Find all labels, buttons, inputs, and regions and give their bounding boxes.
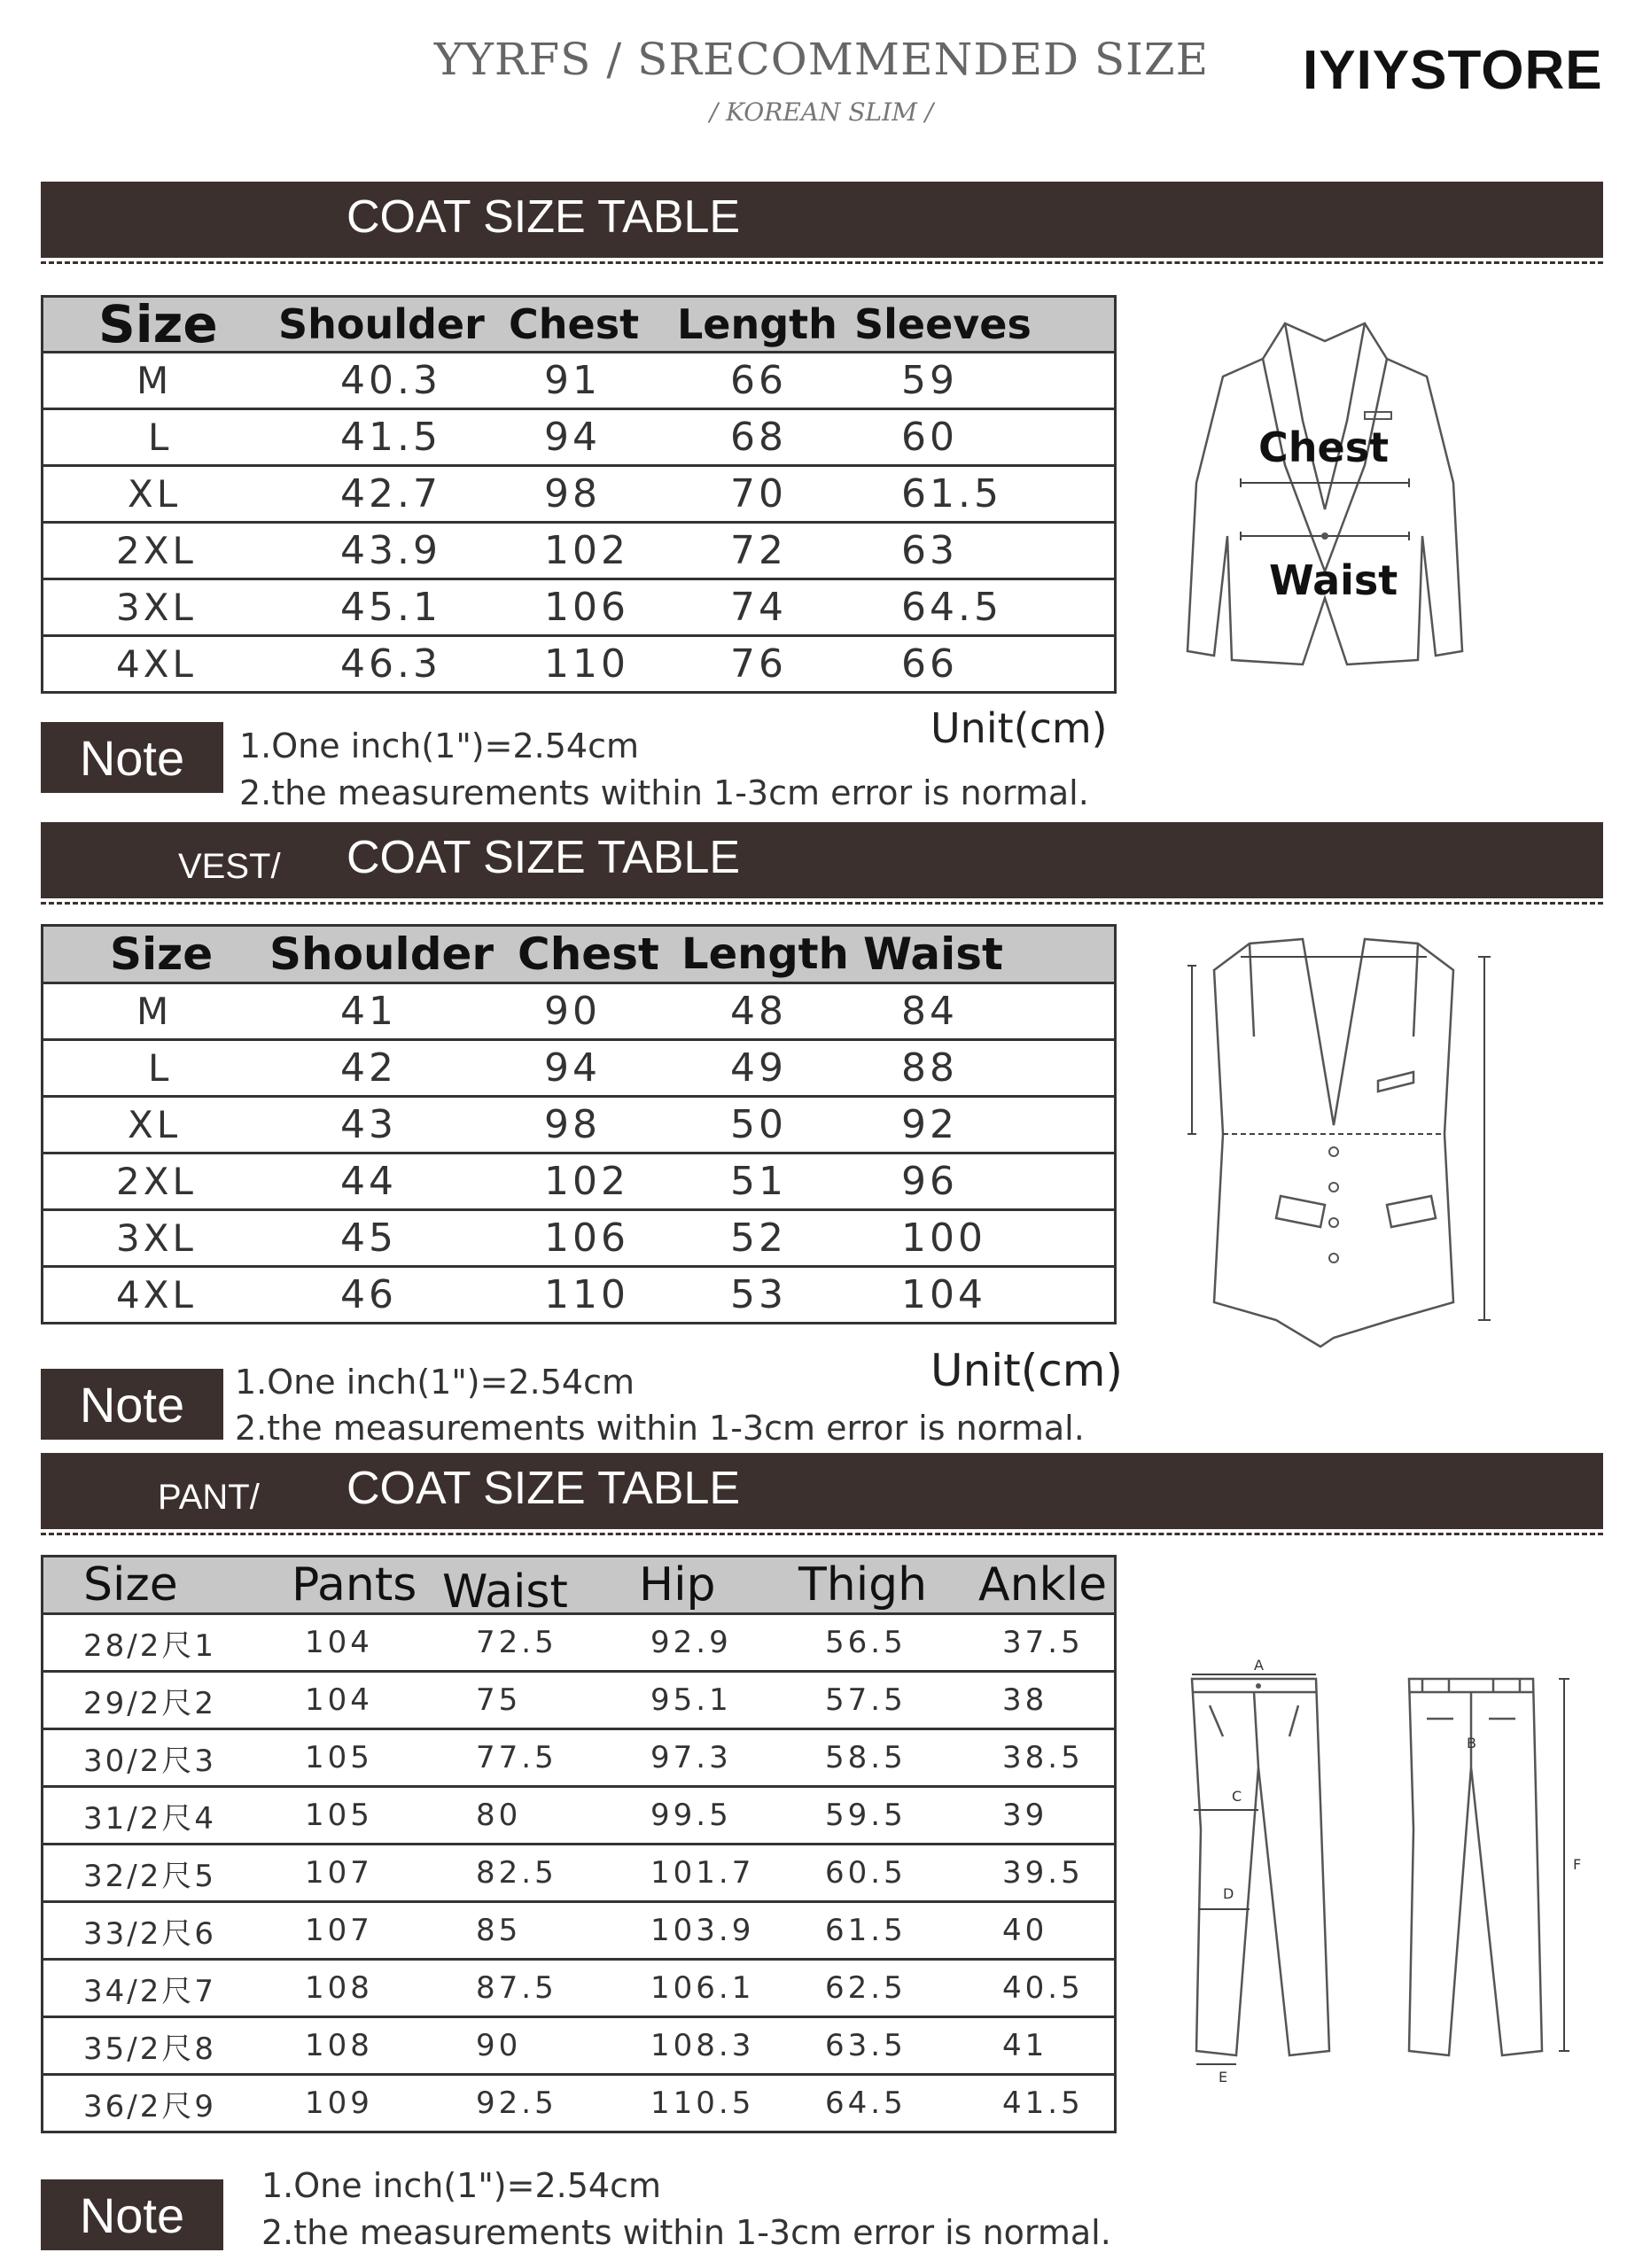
coat-cell-size: 2XL [116, 529, 197, 572]
table-row [43, 1903, 1114, 1961]
table-row [43, 1845, 1114, 1903]
pant-cell-ankle: 39.5 [1002, 1855, 1084, 1891]
vest-unit-label: Unit(cm) [931, 1345, 1123, 1396]
pant-cell-hip: 110.5 [650, 2085, 755, 2121]
pant-col-hip: Hip [639, 1558, 716, 1612]
pant-cell-waist: 80 [476, 1798, 522, 1833]
pant-col-size: Size [83, 1558, 178, 1612]
pant-cell-pants: 105 [305, 1798, 373, 1833]
pant-cell-ankle: 39 [1002, 1798, 1048, 1833]
vest-col-waist: Waist [863, 928, 1003, 980]
table-row [43, 1730, 1114, 1788]
vest-cell-waist: 100 [901, 1216, 986, 1261]
coat-cell-chest: 94 [544, 415, 601, 460]
coat-note-label: Note [41, 722, 223, 793]
vest-cell-shoulder: 41 [340, 989, 397, 1034]
coat-unit-label: Unit(cm) [931, 704, 1108, 752]
coat-col-shoulder: Shoulder [278, 300, 485, 348]
table-row [43, 1615, 1114, 1673]
pant-cell-thigh: 61.5 [825, 1913, 907, 1948]
coat-cell-size: L [148, 416, 173, 459]
coat-banner-divider [41, 261, 1603, 264]
pant-cell-pants: 108 [305, 1970, 373, 2006]
vest-banner-divider [41, 902, 1603, 905]
coat-cell-length: 72 [730, 528, 787, 573]
vest-cell-chest: 102 [544, 1159, 629, 1204]
coat-cell-sleeves: 60 [901, 415, 958, 460]
coat-cell-shoulder: 42.7 [340, 471, 441, 517]
coat-cell-chest: 106 [544, 585, 629, 630]
table-row [43, 1211, 1114, 1268]
vest-col-chest: Chest [518, 928, 659, 980]
vest-col-size: Size [110, 928, 214, 980]
vest-cell-waist: 92 [901, 1102, 958, 1147]
vest-cell-length: 48 [730, 989, 787, 1034]
coat-cell-length: 74 [730, 585, 787, 630]
pant-marker-b: B [1467, 1735, 1476, 1751]
table-row [43, 1673, 1114, 1730]
pant-banner-divider [41, 1533, 1603, 1535]
table-row [43, 410, 1114, 467]
vest-cell-size: XL [128, 1103, 182, 1146]
coat-cell-shoulder: 40.3 [340, 358, 441, 403]
coat-cell-sleeves: 63 [901, 528, 958, 573]
coat-cell-sleeves: 64.5 [901, 585, 1002, 630]
vest-cell-chest: 106 [544, 1216, 629, 1261]
coat-cell-chest: 98 [544, 471, 601, 517]
vest-cell-chest: 98 [544, 1102, 601, 1147]
vest-cell-size: 3XL [116, 1216, 197, 1260]
vest-table-header [43, 927, 1114, 984]
vest-banner-prefix: VEST/ [178, 847, 281, 886]
vest-note-label: Note [41, 1369, 223, 1440]
pant-col-pants: Pants [292, 1558, 417, 1612]
coat-cell-shoulder: 43.9 [340, 528, 441, 573]
pant-cell-pants: 109 [305, 2085, 373, 2121]
coat-outline-drawing [1179, 306, 1471, 678]
pant-cell-size: 34/2尺7 [83, 1973, 216, 2009]
coat-cell-size: XL [128, 472, 182, 516]
vest-cell-length: 52 [730, 1216, 787, 1261]
coat-cell-length: 76 [730, 641, 787, 687]
vest-col-length: Length [681, 929, 849, 979]
vest-cell-shoulder: 44 [340, 1159, 397, 1204]
coat-col-size: Size [98, 294, 218, 354]
pant-cell-waist: 82.5 [476, 1855, 557, 1891]
pant-cell-waist: 77.5 [476, 1740, 557, 1775]
pant-cell-waist: 72.5 [476, 1625, 557, 1660]
pant-col-ankle: Ankle [978, 1558, 1108, 1612]
pant-cell-pants: 104 [305, 1625, 373, 1660]
coat-cell-sleeves: 61.5 [901, 471, 1002, 517]
vest-cell-waist: 88 [901, 1045, 958, 1091]
vest-cell-length: 53 [730, 1272, 787, 1317]
table-row [43, 524, 1114, 580]
pant-cell-hip: 99.5 [650, 1798, 732, 1833]
pant-col-waist: Waist [442, 1565, 568, 1619]
table-row [43, 984, 1114, 1041]
vest-size-table [41, 924, 1117, 1324]
pant-cell-hip: 108.3 [650, 2028, 755, 2063]
coat-banner-title: COAT SIZE TABLE [347, 191, 741, 243]
pant-note-line-2: 2.the measurements within 1-3cm error is normal. [261, 2213, 1111, 2252]
pant-cell-waist: 87.5 [476, 1970, 557, 2006]
vest-cell-size: L [148, 1046, 173, 1090]
vest-cell-waist: 84 [901, 989, 958, 1034]
vest-cell-length: 49 [730, 1045, 787, 1091]
pant-cell-size: 33/2尺6 [83, 1915, 216, 1952]
pant-cell-size: 32/2尺5 [83, 1858, 216, 1894]
pant-cell-thigh: 64.5 [825, 2085, 907, 2121]
pant-cell-pants: 107 [305, 1913, 373, 1948]
coat-col-length: Length [677, 300, 837, 348]
coat-cell-sleeves: 66 [901, 641, 958, 687]
pant-cell-thigh: 58.5 [825, 1740, 907, 1775]
pant-cell-size: 35/2尺8 [83, 2031, 216, 2067]
pant-banner-title: COAT SIZE TABLE [347, 1463, 741, 1514]
table-row [43, 1154, 1114, 1211]
vest-cell-size: 2XL [116, 1160, 197, 1203]
vest-outline-drawing [1187, 930, 1515, 1355]
vest-cell-shoulder: 46 [340, 1272, 397, 1317]
pant-cell-thigh: 57.5 [825, 1682, 907, 1718]
vest-cell-waist: 96 [901, 1159, 958, 1204]
coat-cell-size: 4XL [116, 642, 197, 686]
vest-cell-length: 50 [730, 1102, 787, 1147]
pant-cell-ankle: 41.5 [1002, 2085, 1084, 2121]
pant-cell-waist: 85 [476, 1913, 522, 1948]
pant-cell-hip: 103.9 [650, 1913, 755, 1948]
vest-section-banner [41, 822, 1603, 898]
table-row [43, 1268, 1114, 1322]
coat-cell-shoulder: 46.3 [340, 641, 441, 687]
coat-cell-chest: 91 [544, 358, 601, 403]
coat-note-line-2: 2.the measurements within 1-3cm error is normal. [239, 773, 1089, 812]
table-row [43, 467, 1114, 524]
coat-col-sleeves: Sleeves [854, 300, 1032, 348]
table-row [43, 2018, 1114, 2076]
table-row [43, 580, 1114, 637]
pant-col-thigh: Thigh [798, 1558, 928, 1612]
coat-note-line-1: 1.One inch(1")=2.54cm [239, 726, 639, 765]
vest-cell-chest: 90 [544, 989, 601, 1034]
table-row [43, 637, 1114, 691]
vest-cell-shoulder: 42 [340, 1045, 397, 1091]
vest-cell-length: 51 [730, 1159, 787, 1204]
vest-note-line-2: 2.the measurements within 1-3cm error is normal. [235, 1409, 1085, 1448]
table-row [43, 2076, 1114, 2131]
coat-cell-chest: 110 [544, 641, 629, 687]
coat-col-chest: Chest [509, 300, 640, 348]
pant-marker-a: A [1254, 1657, 1264, 1674]
pant-cell-size: 31/2尺4 [83, 1800, 216, 1837]
pant-cell-thigh: 56.5 [825, 1625, 907, 1660]
pant-cell-size: 29/2尺2 [83, 1685, 216, 1721]
pant-cell-pants: 107 [305, 1855, 373, 1891]
pant-marker-d: D [1223, 1885, 1234, 1902]
pant-cell-ankle: 38.5 [1002, 1740, 1084, 1775]
vest-banner-title: COAT SIZE TABLE [347, 832, 741, 883]
pant-cell-pants: 108 [305, 2028, 373, 2063]
table-row [43, 1961, 1114, 2018]
pant-cell-ankle: 38 [1002, 1682, 1048, 1718]
vest-cell-chest: 94 [544, 1045, 601, 1091]
page-subtitle: / KOREAN SLIM / [709, 97, 934, 127]
pant-cell-ankle: 41 [1002, 2028, 1048, 2063]
vest-note-line-1: 1.One inch(1")=2.54cm [235, 1363, 635, 1402]
pant-cell-hip: 101.7 [650, 1855, 755, 1891]
pant-cell-ankle: 37.5 [1002, 1625, 1084, 1660]
pant-note-line-1: 1.One inch(1")=2.54cm [261, 2166, 661, 2205]
coat-cell-length: 70 [730, 471, 787, 517]
vest-cell-shoulder: 45 [340, 1216, 397, 1261]
coat-chest-label: Chest [1258, 423, 1390, 471]
coat-cell-sleeves: 59 [901, 358, 958, 403]
pant-cell-ankle: 40 [1002, 1913, 1048, 1948]
table-row [43, 1788, 1114, 1845]
pant-cell-hip: 95.1 [650, 1682, 732, 1718]
page-title: YYRFS / SRECOMMENDED SIZE [433, 34, 1210, 85]
table-row [43, 1098, 1114, 1154]
vest-cell-size: 4XL [116, 1273, 197, 1317]
pant-cell-thigh: 62.5 [825, 1970, 907, 2006]
pant-cell-size: 30/2尺3 [83, 1743, 216, 1779]
pant-marker-e: E [1219, 2069, 1228, 2085]
pant-cell-hip: 97.3 [650, 1740, 732, 1775]
table-row [43, 353, 1114, 410]
coat-table-header [43, 294, 1114, 354]
pant-cell-waist: 92.5 [476, 2085, 557, 2121]
vest-col-shoulder: Shoulder [269, 928, 494, 980]
pant-cell-ankle: 40.5 [1002, 1970, 1084, 2006]
table-row [43, 1041, 1114, 1098]
pants-outline-drawing [1183, 1652, 1591, 2095]
store-name: IYIYSTORE [1303, 40, 1603, 101]
pant-cell-hip: 106.1 [650, 1970, 755, 2006]
pant-note-label: Note [41, 2179, 223, 2250]
pant-marker-c: C [1232, 1788, 1242, 1805]
coat-cell-shoulder: 45.1 [340, 585, 441, 630]
pant-cell-thigh: 59.5 [825, 1798, 907, 1833]
pant-cell-waist: 90 [476, 2028, 522, 2063]
coat-waist-label: Waist [1269, 556, 1398, 604]
coat-cell-size: M [136, 359, 173, 402]
pant-cell-size: 28/2尺1 [83, 1627, 216, 1664]
pant-size-table [41, 1555, 1117, 2133]
coat-size-table [41, 295, 1117, 694]
pant-marker-f: F [1573, 1856, 1582, 1873]
pant-section-banner [41, 1453, 1603, 1529]
coat-cell-chest: 102 [544, 528, 629, 573]
coat-cell-length: 68 [730, 415, 787, 460]
vest-cell-chest: 110 [544, 1272, 629, 1317]
vest-cell-size: M [136, 990, 173, 1033]
vest-cell-waist: 104 [901, 1272, 986, 1317]
pant-cell-waist: 75 [476, 1682, 522, 1718]
coat-section-banner [41, 182, 1603, 258]
pant-cell-size: 36/2尺9 [83, 2088, 216, 2124]
pant-cell-pants: 105 [305, 1740, 373, 1775]
pant-cell-thigh: 60.5 [825, 1855, 907, 1891]
vest-cell-shoulder: 43 [340, 1102, 397, 1147]
coat-cell-shoulder: 41.5 [340, 415, 441, 460]
coat-cell-size: 3XL [116, 586, 197, 629]
pant-banner-prefix: PANT/ [158, 1478, 260, 1517]
pant-cell-pants: 104 [305, 1682, 373, 1718]
coat-cell-length: 66 [730, 358, 787, 403]
pant-table-header [43, 1557, 1114, 1619]
pant-cell-thigh: 63.5 [825, 2028, 907, 2063]
pant-cell-hip: 92.9 [650, 1625, 732, 1660]
